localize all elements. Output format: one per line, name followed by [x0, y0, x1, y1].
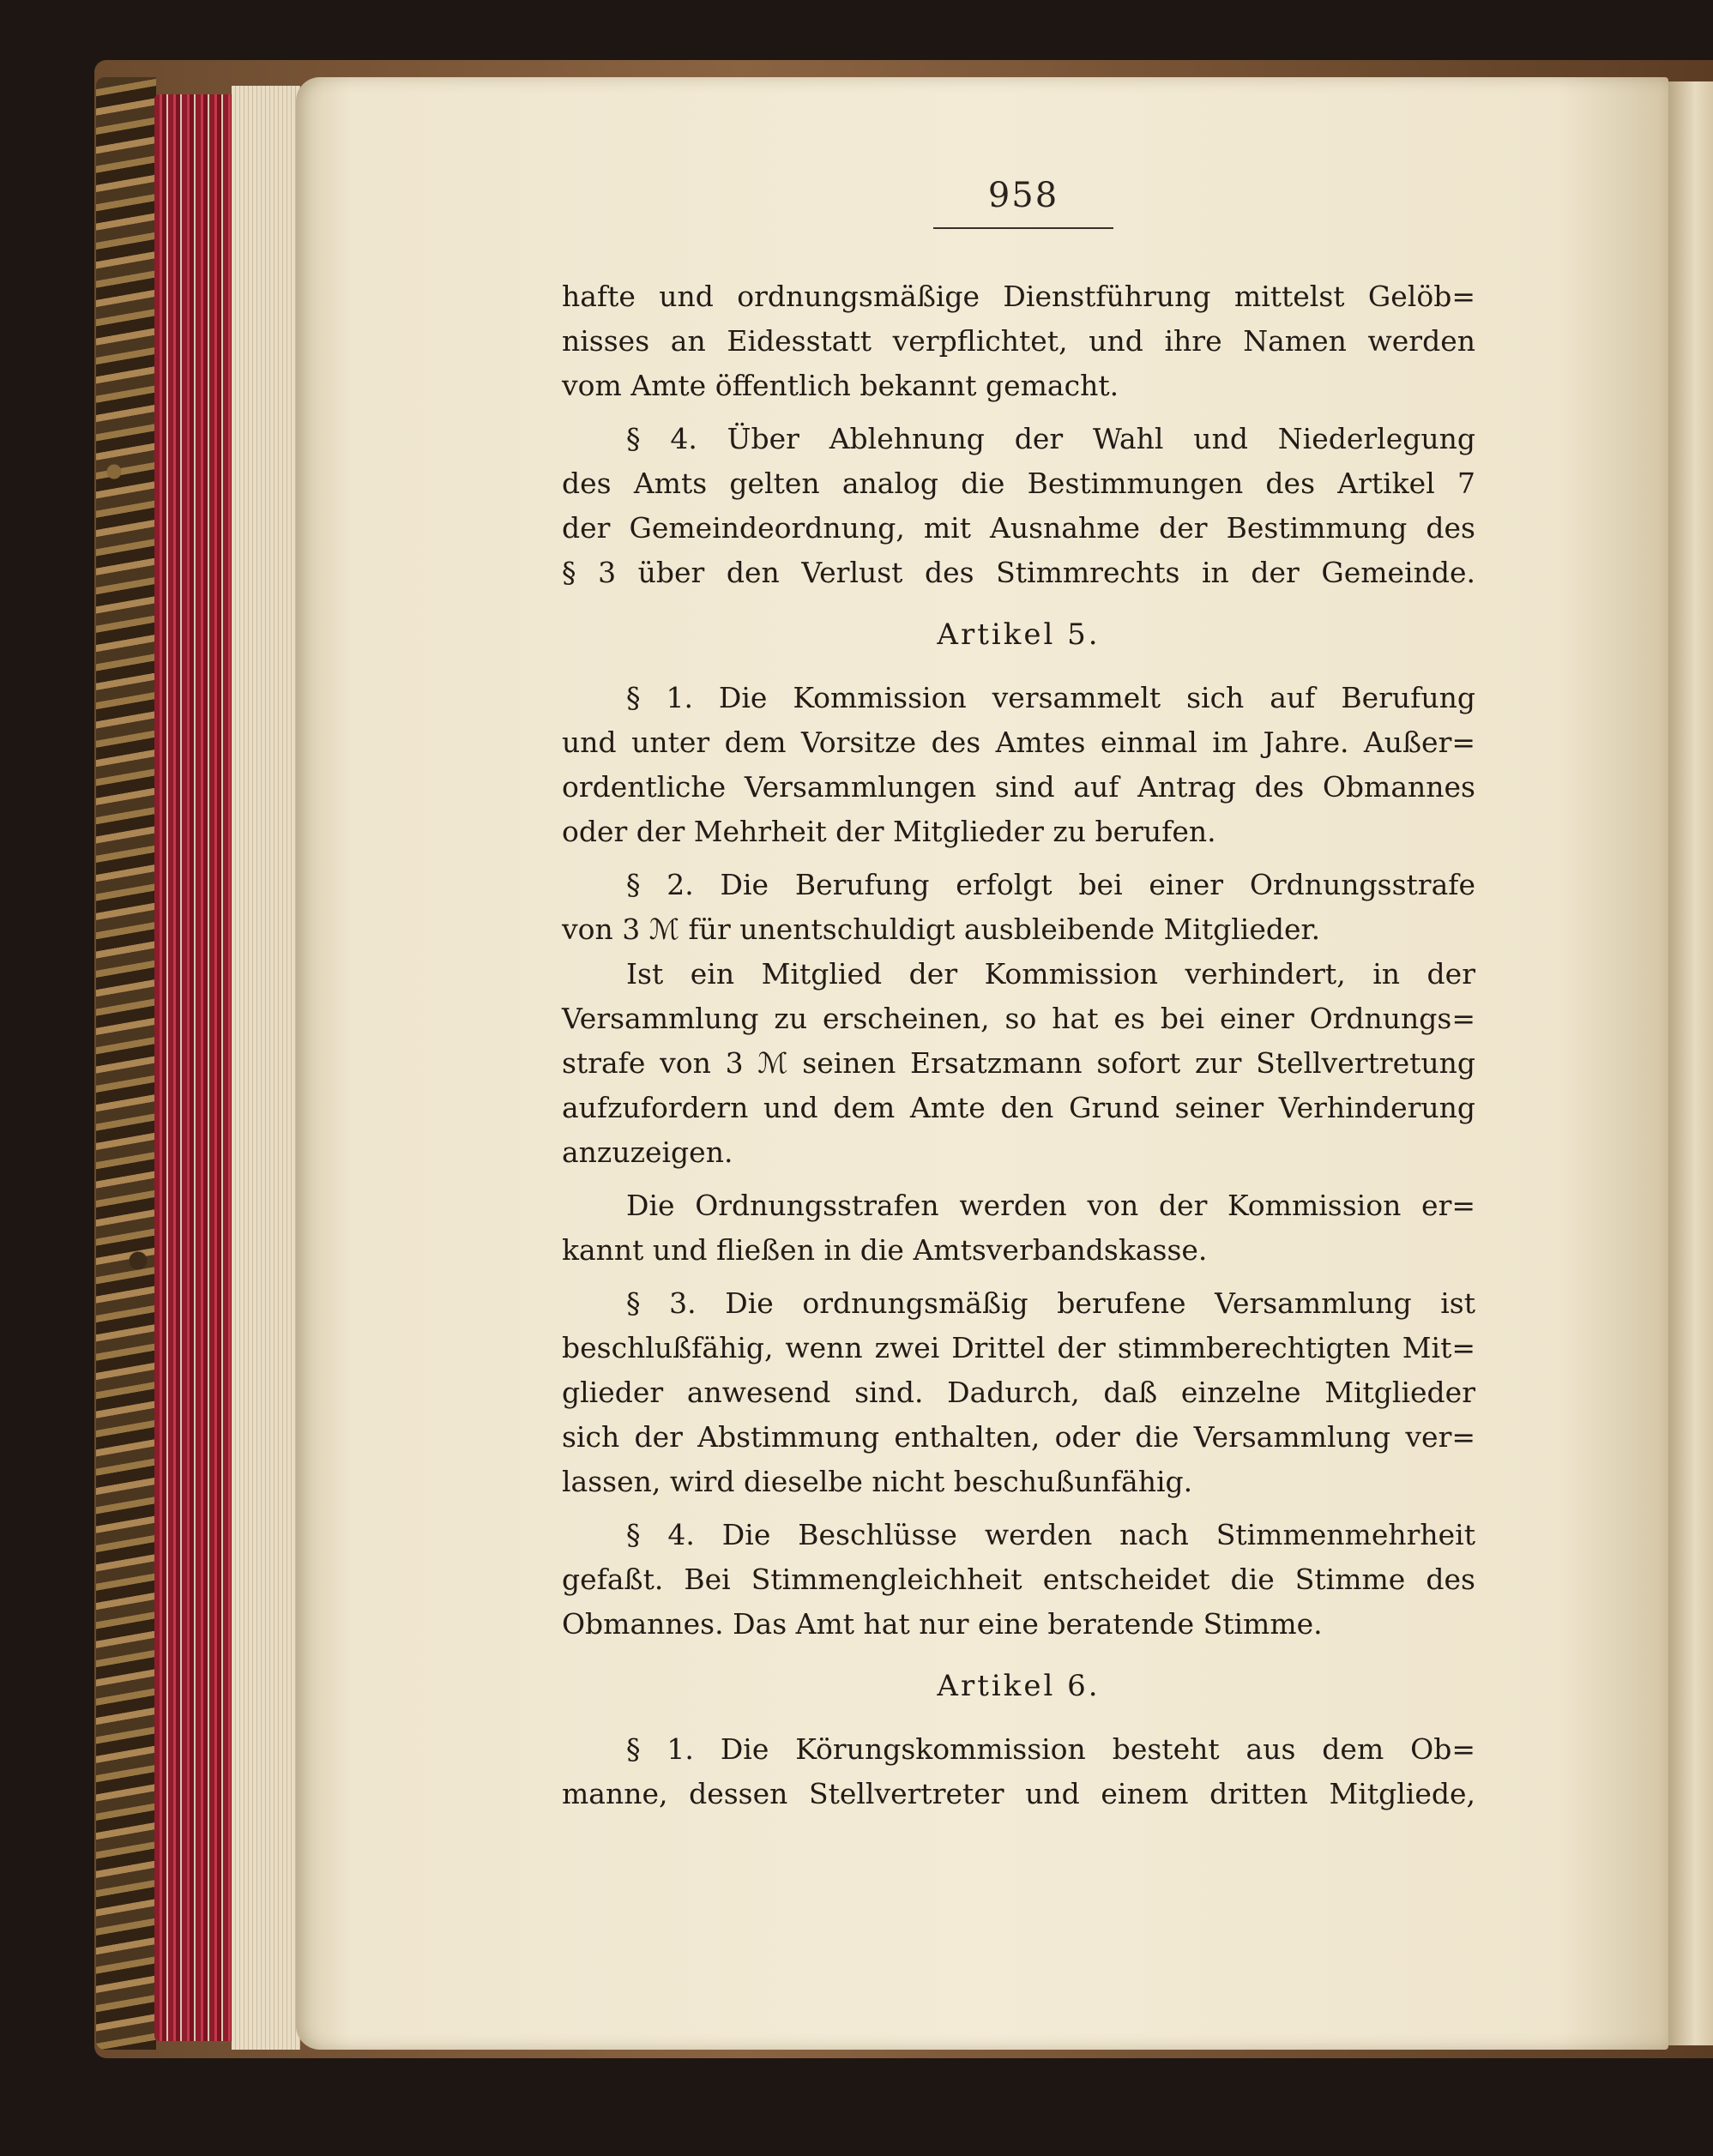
text-line: § 1. Die Kommission versammelt sich auf Berufung — [626, 681, 1475, 714]
text-line: beschlußfähig, wenn zwei Drittel der stimmberechtigten Mit= — [562, 1331, 1475, 1364]
text-line: Die Ordnungsstrafen werden von der Kommission er= — [626, 1189, 1475, 1222]
section-heading: Artikel 5. — [937, 617, 1101, 652]
text-line: kannt und fließen in die Amtsverbandskasse. — [562, 1233, 1208, 1267]
text-line: glieder anwesend sind. Dadurch, daß einzelne Mitglieder — [562, 1376, 1475, 1409]
text-line: § 3 über den Verlust des Stimmrechts in der Gemeinde. — [562, 556, 1475, 589]
text-line: anzuzeigen. — [562, 1135, 733, 1169]
text-line: strafe von 3 ℳ seinen Ersatzmann sofort zur Stellvertretung — [562, 1046, 1475, 1080]
paragraph — [562, 676, 1475, 854]
text-line: des Amts gelten analog die Bestimmungen des Artikel 7 — [562, 467, 1475, 500]
text-line: § 4. Über Ablehnung der Wahl und Niederlegung — [626, 422, 1475, 455]
paragraph — [562, 1281, 1475, 1504]
text-line: von 3 ℳ für unentschuldigt ausbleibende Mitglieder. — [562, 912, 1321, 946]
page-number: 958 — [987, 176, 1059, 215]
paragraph — [562, 274, 1475, 408]
text-line: Versammlung zu erscheinen, so hat es bei einer Ordnungs= — [562, 1002, 1475, 1035]
text-line: § 2. Die Berufung erfolgt bei einer Ordnungsstrafe — [626, 868, 1475, 901]
paragraph — [562, 1183, 1475, 1273]
text-line: gefaßt. Bei Stimmengleichheit entscheidet die Stimme des — [562, 1563, 1475, 1596]
marbled-endpaper — [96, 77, 156, 2050]
text-line: manne, dessen Stellvertreter und einem dritten Mitgliede, — [562, 1777, 1475, 1810]
text-line: hafte und ordnungsmäßige Dienstführung mittelst Gelöb= — [562, 280, 1475, 313]
page-body — [562, 274, 1475, 1816]
text-line: lassen, wird dieselbe nicht beschußunfähig. — [562, 1465, 1193, 1498]
paragraph — [562, 417, 1475, 595]
page-edges-cream — [232, 86, 300, 2050]
paragraph — [562, 1513, 1475, 1647]
text-line: und unter dem Vorsitze des Amtes einmal im Jahre. Außer= — [562, 726, 1475, 759]
header-rule — [933, 227, 1113, 229]
text-line: sich der Abstimmung enthalten, oder die Versammlung ver= — [562, 1420, 1475, 1454]
paragraph — [562, 1727, 1475, 1816]
text-line: § 1. Die Körungskommission besteht aus dem Ob= — [626, 1732, 1475, 1766]
paragraph — [562, 952, 1475, 1175]
text-line: § 4. Die Beschlüsse werden nach Stimmenmehrheit — [626, 1518, 1475, 1551]
text-line: vom Amte öffentlich bekannt gemacht. — [562, 369, 1119, 402]
text-line: aufzufordern und dem Amte den Grund seiner Verhinderung — [562, 1091, 1475, 1124]
text-line: nisses an Eidesstatt verpflichtet, und ihre Namen werden — [562, 324, 1475, 358]
text-line: oder der Mehrheit der Mitglieder zu berufen. — [562, 815, 1216, 848]
text-line: Ist ein Mitglied der Kommission verhindert, in der — [626, 957, 1475, 991]
section-heading: Artikel 6. — [937, 1669, 1101, 1703]
text-line: § 3. Die ordnungsmäßig berufene Versammlung ist — [626, 1286, 1475, 1320]
facing-page-edge — [1668, 81, 1713, 2045]
paragraph — [562, 863, 1475, 952]
text-line: Obmannes. Das Amt hat nur eine beratende Stimme. — [562, 1607, 1323, 1641]
text-line: der Gemeindeordnung, mit Ausnahme der Bestimmung des — [562, 511, 1475, 545]
text-line: ordentliche Versammlungen sind auf Antrag des Obmannes — [562, 770, 1475, 804]
